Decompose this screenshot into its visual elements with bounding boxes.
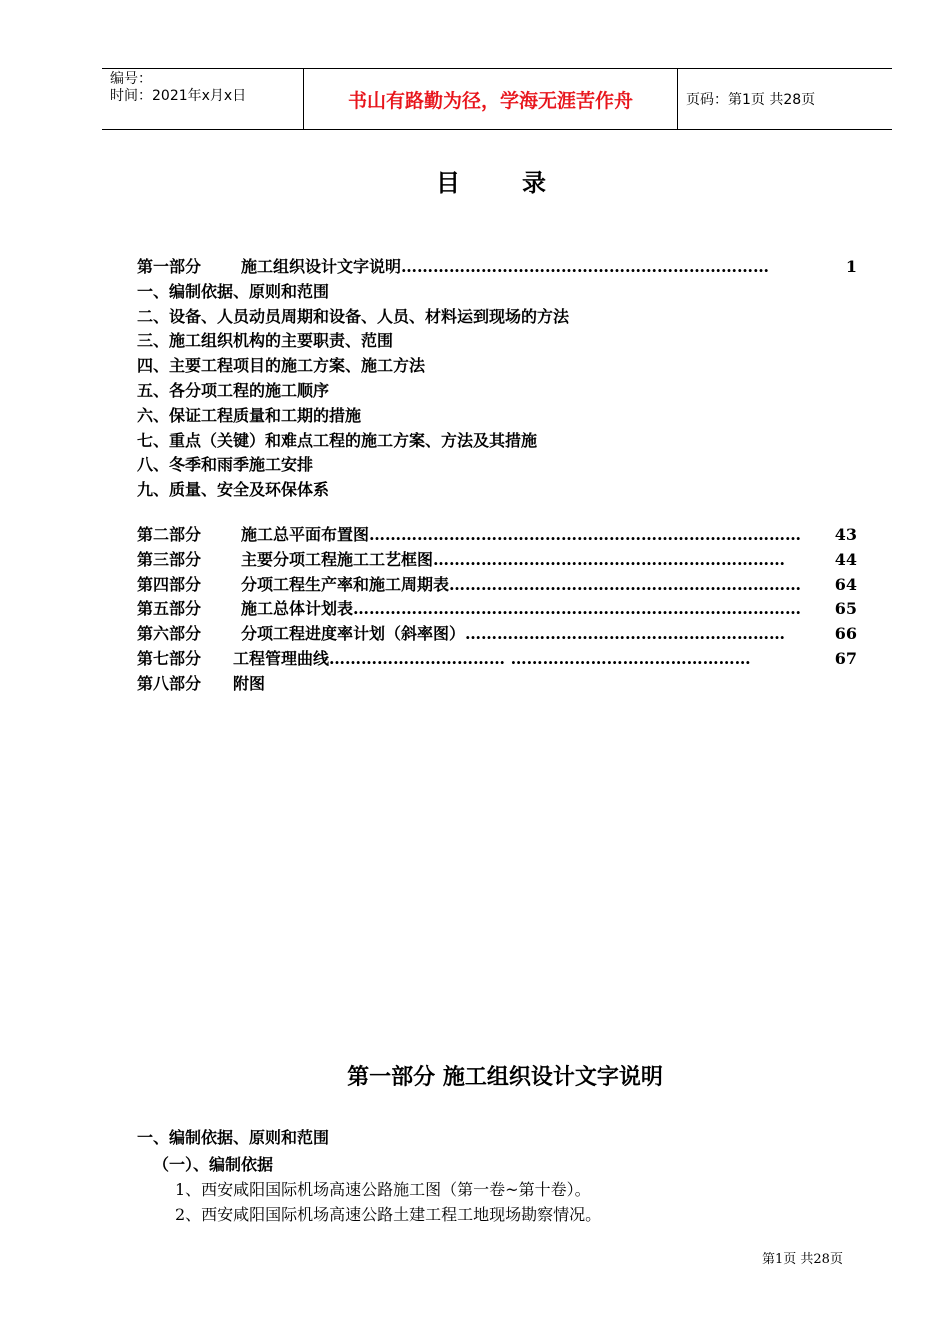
- toc-entry[interactable]: [137, 548, 857, 573]
- toc-entry-part: 第八部分: [137, 673, 202, 693]
- header-divider: [677, 69, 678, 129]
- toc-entry-page: 43: [834, 525, 857, 544]
- toc-entry[interactable]: [137, 453, 857, 478]
- toc-entry-part: 第七部分: [137, 648, 202, 668]
- toc-entry[interactable]: [137, 597, 857, 622]
- toc-entry[interactable]: [137, 672, 857, 697]
- toc-entry-leader: …………………………………………………………………………: [353, 599, 802, 619]
- header-page-info: 页码：第1页 共28页: [686, 92, 816, 108]
- toc-entry-part: 第五部分: [137, 599, 202, 619]
- toc-entry-part: 第四部分: [137, 574, 202, 594]
- toc-entry-leader: ……………………………………………………: [465, 624, 786, 644]
- toc-list-parts: [137, 523, 857, 697]
- toc-title-b: 录: [522, 168, 548, 197]
- toc-entry[interactable]: [137, 429, 857, 454]
- toc-entry[interactable]: [137, 622, 857, 647]
- date-line: 时间：2021年x月x日: [110, 88, 247, 104]
- toc-entry[interactable]: [137, 573, 857, 598]
- toc-entry-text: 附图: [233, 673, 266, 693]
- toc-entry-page: 1: [845, 257, 857, 276]
- toc-entry-leader: …………………………………………………………: [433, 549, 786, 569]
- toc-entry-page: 64: [834, 574, 857, 594]
- toc-entry[interactable]: [137, 404, 857, 429]
- toc-entry[interactable]: [137, 280, 857, 305]
- toc-entry-text: 七、重点（关键）和难点工程的施工方案、方法及其措施: [137, 430, 538, 450]
- toc-entry[interactable]: [137, 379, 857, 404]
- toc-entry-text: 九、质量、安全及环保体系: [137, 480, 330, 500]
- section-title: 第一部分 施工组织设计文字说明: [347, 1064, 663, 1090]
- toc-entry-text: 主要分项工程施工工艺框图: [241, 549, 434, 569]
- toc-entry-page: 67: [834, 648, 857, 668]
- toc-entry-text: 施工总体计划表: [241, 599, 354, 619]
- toc-entry-text: 五、各分项工程的施工顺序: [137, 380, 330, 400]
- page-header: [102, 68, 892, 130]
- toc-entry[interactable]: [137, 305, 857, 330]
- toc-entry-leader: …………………………… ………………………………………: [329, 648, 751, 668]
- toc-entry[interactable]: [137, 478, 857, 503]
- toc-list-main: [137, 255, 857, 503]
- toc-entry-page: 66: [834, 624, 857, 644]
- toc-title: [0, 163, 950, 198]
- toc-entry[interactable]: [137, 329, 857, 354]
- toc-entry-text: 一、编制依据、原则和范围: [137, 281, 330, 301]
- toc-entry-text: 二、设备、人员动员周期和设备、人员、材料运到现场的方法: [137, 306, 570, 326]
- code-label: 编号：: [110, 71, 152, 87]
- toc-entry[interactable]: [137, 647, 857, 672]
- toc-entry-text: 施工组织设计文字说明: [241, 257, 402, 276]
- toc-entry-text: 四、主要工程项目的施工方案、施工方法: [137, 356, 426, 376]
- toc-entry-leader: ……………………………………………………………: [401, 257, 770, 276]
- toc-entry[interactable]: [137, 523, 857, 548]
- toc-entry-text: 八、冬季和雨季施工安排: [137, 455, 314, 475]
- toc-entry-text: 六、保证工程质量和工期的措施: [137, 405, 362, 425]
- header-motto: 书山有路勤为径，学海无涯苦作舟: [347, 89, 633, 112]
- page-footer: 第1页 共28页: [762, 1252, 843, 1267]
- subsection-heading: （一）、编制依据: [153, 1155, 274, 1174]
- toc-entry[interactable]: [137, 354, 857, 379]
- toc-entry-part: 第六部分: [137, 624, 202, 644]
- toc-entry-text: 分项工程生产率和施工周期表: [241, 574, 450, 594]
- toc-entry-page: 44: [834, 549, 857, 569]
- body-item: 2、西安咸阳国际机场高速公路土建工程工地现场勘察情况。: [175, 1205, 602, 1224]
- toc-entry-page: 65: [834, 599, 857, 619]
- header-meta: [110, 69, 300, 129]
- toc-entry-part: 第二部分: [137, 525, 202, 544]
- toc-title-a: 目: [436, 168, 462, 197]
- toc-entry-part: 第三部分: [137, 549, 202, 569]
- toc-entry-text: 施工总平面布置图: [241, 525, 370, 544]
- toc-entry-part: 第一部分: [137, 257, 202, 276]
- toc-entry-text: 分项工程进度率计划（斜率图）: [241, 624, 466, 644]
- toc-entry-text: 工程管理曲线: [233, 648, 330, 668]
- toc-entry-text: 三、施工组织机构的主要职责、范围: [137, 331, 394, 351]
- toc-entry-leader: ………………………………………………………………………: [369, 525, 802, 544]
- section-heading: 一、编制依据、原则和范围: [137, 1128, 330, 1147]
- body-item: 1、西安咸阳国际机场高速公路施工图（第一卷~第十卷）。: [175, 1180, 591, 1199]
- toc-entry-leader: …………………………………………………………: [449, 574, 802, 594]
- toc-entry[interactable]: [137, 255, 857, 280]
